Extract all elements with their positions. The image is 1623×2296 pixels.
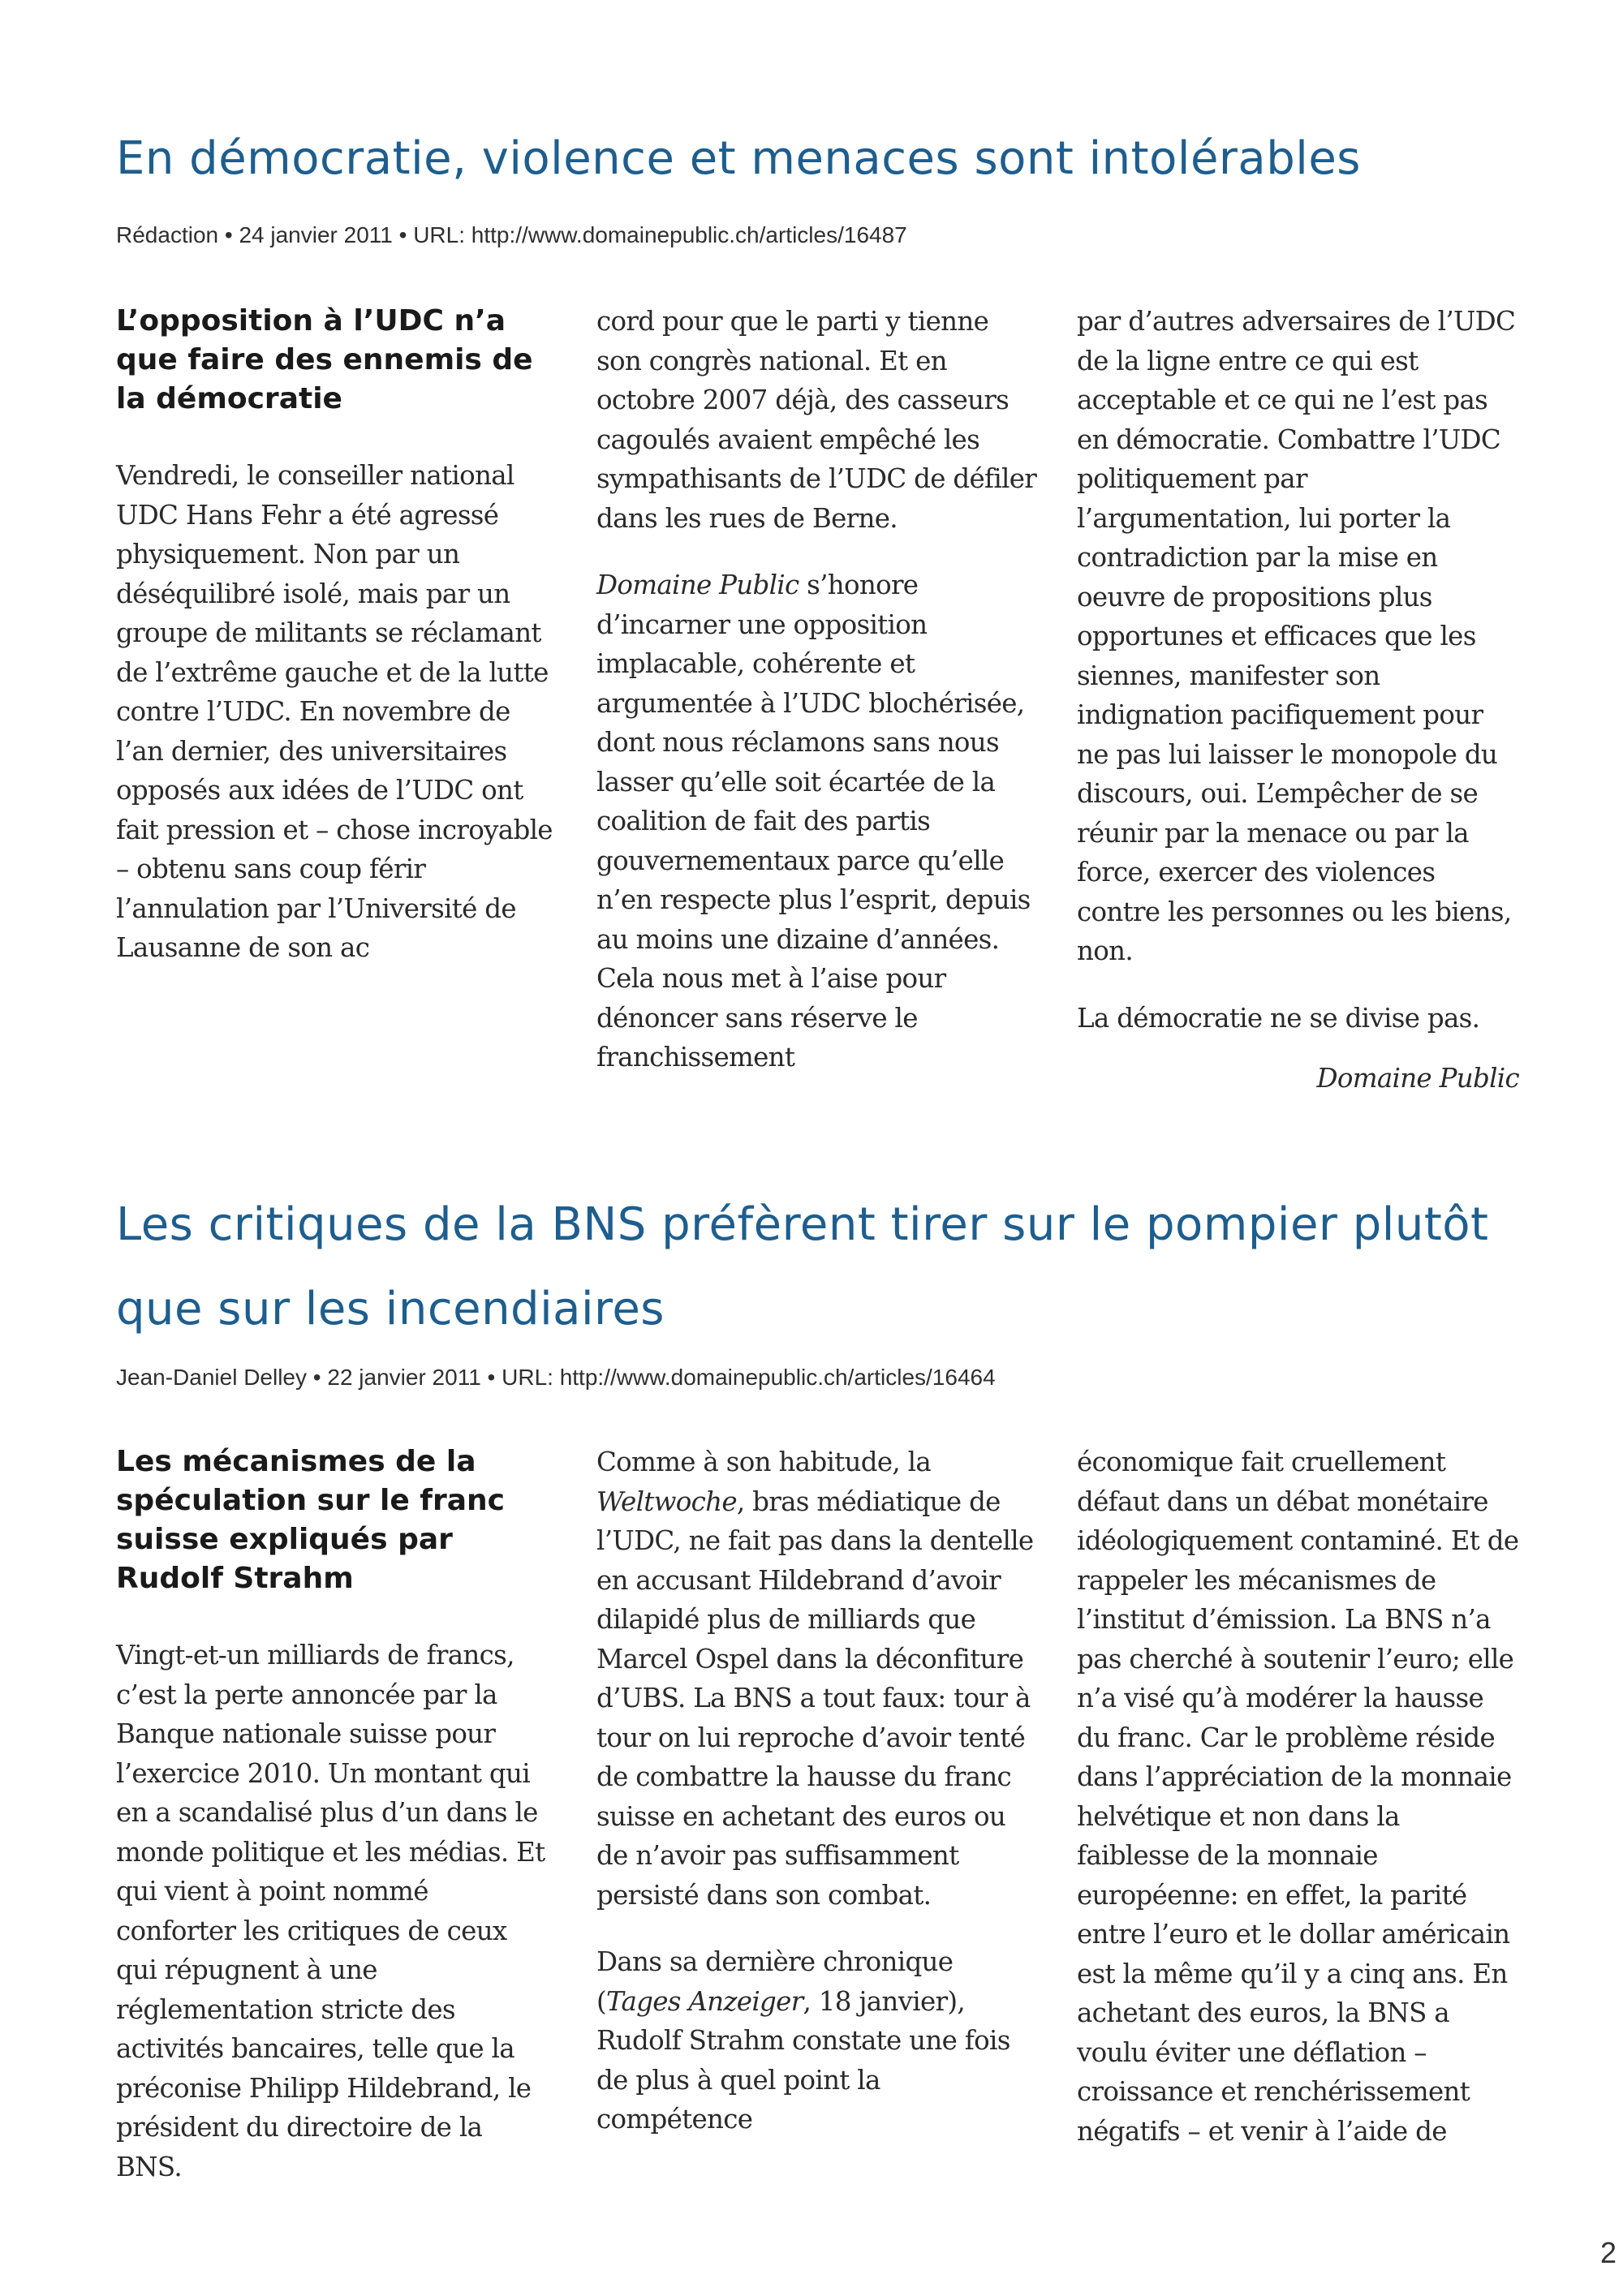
article-lead: Les mécanismes de la spéculation sur le franc suisse expliqués par Rudolf Strahm <box>116 1445 505 1595</box>
article-lead: L’opposition à l’UDC n’a que faire des ennemis de la démocratie <box>116 304 533 415</box>
paragraph: Vendredi, le conseiller national UDC Hans Fehr a été agressé physiquement. Non par un déséquilibré isolé, mais par un groupe de militants se réclamant de l’extrême gauche et de la lutte contre l’UDC. En novembre de l’an dernier, des universitaires opposés aux idées de l’UDC ont fait pression et – chose incroyable – obtenu sans coup férir l’annulation par l’Université de Lausanne de son ac <box>116 460 553 963</box>
publication-name: Domaine Public <box>596 570 799 600</box>
paragraph-continued: par d’autres adversaires de l’UDC de la ligne entre ce qui est acceptable et ce qui ne l’est pas en démocratie. Combattre l’UDC politiquement par l’argumentation, lui porter la contradiction par la mise en oeuvre de propositions plus opportunes et efficaces que les siennes, manifester son indignation pacifiquement pour ne pas lui laisser le monopole du discours, oui. L’empêcher de se réunir par la menace ou par la force, exercer des violences contre les personnes ou les biens, non. <box>1077 306 1516 966</box>
body-column-2 <box>596 1443 1039 2167</box>
article-title: En démocratie, violence et menaces sont intolérables <box>116 132 1361 185</box>
paragraph: Vingt-et-un milliards de francs, c’est la perte annoncée par la Banque nationale suisse pour l’exercice 2010. Un montant qui en a scandalisé plus d’un dans le monde politique et les médias. Et qui vient à point nommé conforter les critiques de ceux qui répugnent à une réglementation stricte des activités bancaires, telle que la préconise Philipp Hildebrand, le président du directoire de la BNS. <box>116 1640 545 2182</box>
signature: Domaine Public <box>1316 1063 1519 1094</box>
body-column-1 <box>116 1443 554 2186</box>
paragraph-continued: économique fait cruellement défaut dans un débat monétaire idéologiquement contaminé. Et de rappeler les mécanismes de l’institut d’émission. La BNS n’a pas cherché à soutenir l’euro; elle n’a visé qu’à modérer la hausse du franc. Car le problème réside dans l’appréciation de la monnaie helvétique et non dans la faiblesse de la monnaie européenne: en effet, la parité entre l’euro et le dollar américain est la même qu’il y a cinq ans. En achetant des euros, la BNS a voulu éviter une déflation – croissance et renchérissement négatifs – et venir à l’aide de <box>1077 1447 1519 2147</box>
paragraph: Dans sa dernière chronique (Tages Anzeiger, 18 janvier), Rudolf Strahm constate une fois de plus à quel point la compétence <box>596 1946 1010 2135</box>
article-byline: Rédaction • 24 janvier 2011 • URL: http://www.domainepublic.ch/articles/16487 <box>116 222 907 247</box>
body-column-3 <box>1077 302 1519 1099</box>
publication-name: Weltwoche <box>596 1486 737 1517</box>
article-title: Les critiques de la BNS préfèrent tirer sur le pompier plutôt que sur les incendiaires <box>116 1198 1489 1335</box>
publication-name: Tages Anzeiger <box>605 1985 803 2017</box>
article-byline: Jean-Daniel Delley • 22 janvier 2011 • URL: http://www.domainepublic.ch/articles/16464 <box>116 1365 996 1390</box>
paragraph-continued: cord pour que le parti y tienne son congrès national. Et en octobre 2007 déjà, des casseurs cagoulés avaient empêché les sympathisants de l’UDC de défiler dans les rues de Berne. <box>596 306 1037 534</box>
paragraph: Comme à son habitude, la Weltwoche, bras médiatique de l’UDC, ne fait pas dans la dentelle en accusant Hildebrand d’avoir dilapidé plus de milliards que Marcel Ospel dans la déconfiture d’UBS. La BNS a tout faux: tour à tour on lui reproche d’avoir tenté de combattre la hausse du franc suisse en achetant des euros ou de n’avoir pas suffisamment persisté dans son combat. <box>596 1447 1034 1911</box>
body-column-3 <box>1077 1443 1519 2178</box>
paragraph: La démocratie ne se divise pas. <box>1077 1002 1480 1034</box>
body-column-1 <box>116 302 554 995</box>
paragraph: Domaine Public s’honore d’incarner une opposition implacable, cohérente et argumentée à l’UDC blochérisée, dont nous réclamons sans nous lasser qu’elle soit écartée de la coalition de fait des partis gouvernementaux parce qu’elle n’en respecte plus l’esprit, depuis au moins une dizaine d’années. Cela nous met à l’aise pour dénoncer sans réserve le franchissement <box>596 570 1031 1073</box>
body-column-2 <box>596 302 1039 1105</box>
page-number: 2 <box>1599 2236 1617 2269</box>
